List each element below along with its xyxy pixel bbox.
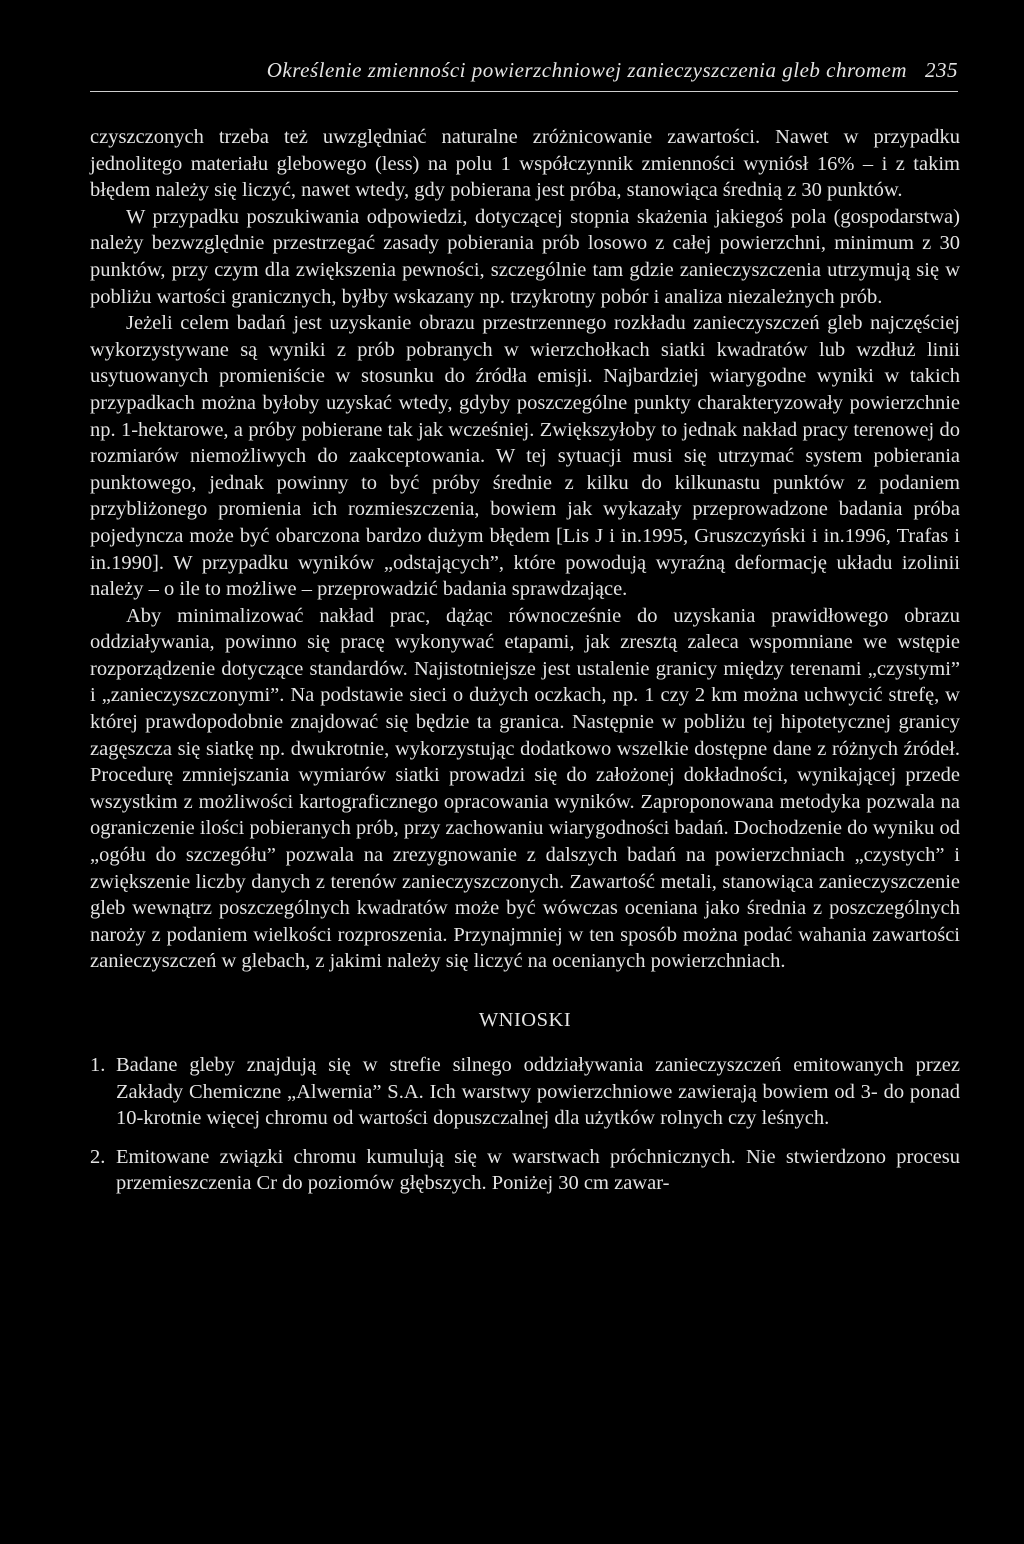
conclusion-number: 1. bbox=[90, 1054, 106, 1076]
body-text bbox=[90, 124, 960, 975]
running-head bbox=[90, 58, 958, 92]
conclusion-item bbox=[90, 1052, 960, 1132]
conclusion-text: Emitowane związki chromu kumulują się w warstwach próchnicznych. Nie stwierdzono procesu przemieszczenia Cr do poziomów głębszych. Poniżej 30 cm zawar- bbox=[116, 1145, 960, 1195]
paragraph-3: Jeżeli celem badań jest uzyskanie obrazu przestrzennego rozkładu zanieczyszczeń gleb najczęściej wykorzystywane są wyniki z prób pobranych w wierzchołkach siatki kwadratów lub wzdłuż linii usytuowanych promieniście w stosunku do źródła emisji. Najbardziej wiarygodne wyniki w takich przypadkach można byłoby uzyskać wtedy, gdyby poszczególne punkty charakteryzowały powierzchnie np. 1-hektarowe, a próby pobierane tak jak wcześniej. Zwiększyłoby to jednak nakład pracy terenowej do rozmiarów niemożliwych do zaakceptowania. W tej sytuacji musi się utrzymać system pobierania punktowego, jednak powinny to być próby średnie z kilku do kilkunastu punktów z podaniem przybliżonego promienia ich rozmieszczenia, bowiem jak wykazały przeprowadzone badania próba pojedyncza może być obarczona bardzo dużym błędem [Lis J i in.1995, Gruszczyński i in.1996, Trafas i in.1990]. W przypadku wyników „odstających”, które powodują wyraźną deformację układu izolinii należy – o ile to możliwe – przeprowadzić badania sprawdzające. bbox=[90, 312, 960, 601]
paragraph-1: czyszczonych trzeba też uwzględniać naturalne zróżnicowanie zawartości. Nawet w przypadku jednolitego materiału glebowego (less) na polu 1 współczynnik zmienności wyniósł 16% – i z takim błędem należy się liczyć, nawet wtedy, gdy pobierana jest próba, stanowiąca średnią z 30 punktów. bbox=[90, 126, 960, 202]
conclusion-text: Badane gleby znajdują się w strefie silnego oddziaływania zanieczyszczeń emitowanych przez Zakłady Chemiczne „Alwernia” S.A. Ich warstwy powierzchniowe zawierają bowiem od 3- do ponad 10-krotnie więcej chromu od wartości dopuszczalnej dla użytków rolnych czy leśnych. bbox=[116, 1054, 960, 1130]
page-number: 235 bbox=[925, 58, 958, 82]
page-content bbox=[90, 58, 960, 1209]
paragraph-2: W przypadku poszukiwania odpowiedzi, dotyczącej stopnia skażenia jakiegoś pola (gospodarstwa) należy bezwzględnie przestrzegać zasady pobierania prób losowo z całej powierzchni, minimum z 30 punktów, przy czym dla zwiększenia pewności, szczególnie tam gdzie zanieczyszczenia utrzymują się w pobliżu wartości granicznych, byłby wskazany np. trzykrotny pobór i analiza niezależnych prób. bbox=[90, 205, 960, 308]
paragraph-4: Aby minimalizować nakład prac, dążąc równocześnie do uzyskania prawidłowego obrazu oddziaływania, powinno się pracę wykonywać etapami, jak zresztą zaleca wspomniane we wstępie rozporządzenie dotyczące standardów. Najistotniejsze jest ustalenie granicy między terenami „czystymi” i „zanieczyszczonymi”. Na podstawie sieci o dużych oczkach, np. 1 czy 2 km można uchwycić strefę, w której prawdopodobnie znajdować się będzie ta granica. Następnie w pobliżu tej hipotetycznej granicy zagęszcza się siatkę np. dwukrotnie, wykorzystując dodatkowo wszelkie dostępne dane z różnych źródeł. Procedurę zmniejszania wymiarów siatki prowadzi się do założonej dokładności, wynikającej przede wszystkim z możliwości kartograficznego opracowania wyników. Zaproponowana metodyka pozwala na ograniczenie ilości pobieranych prób, przy zachowaniu wiarygodności badań. Dochodzenie do wyniku od „ogółu do szczegółu” pozwala na zrezygnowanie z dalszych badań na powierzchniach „czystych” i zwiększenie liczby danych z terenów zanieczyszczonych. Zawartość metali, stanowiąca zanieczyszczenie gleb wewnątrz poszczególnych kwadratów może być wówczas oceniana jako średnia z poszczególnych naroży z podaniem wielkości rozproszenia. Przynajmniej w ten sposób można podać wahania zawartości zanieczyszczeń w glebach, z jakimi należy się liczyć na ocenianych powierzchniach. bbox=[90, 604, 960, 973]
conclusion-item bbox=[90, 1144, 960, 1197]
conclusions-list bbox=[90, 1052, 960, 1197]
section-heading-conclusions: WNIOSKI bbox=[478, 1009, 572, 1031]
conclusion-number: 2. bbox=[90, 1145, 106, 1168]
running-head-title: Określenie zmienności powierzchniowej zanieczyszczenia gleb chromem bbox=[266, 58, 907, 82]
